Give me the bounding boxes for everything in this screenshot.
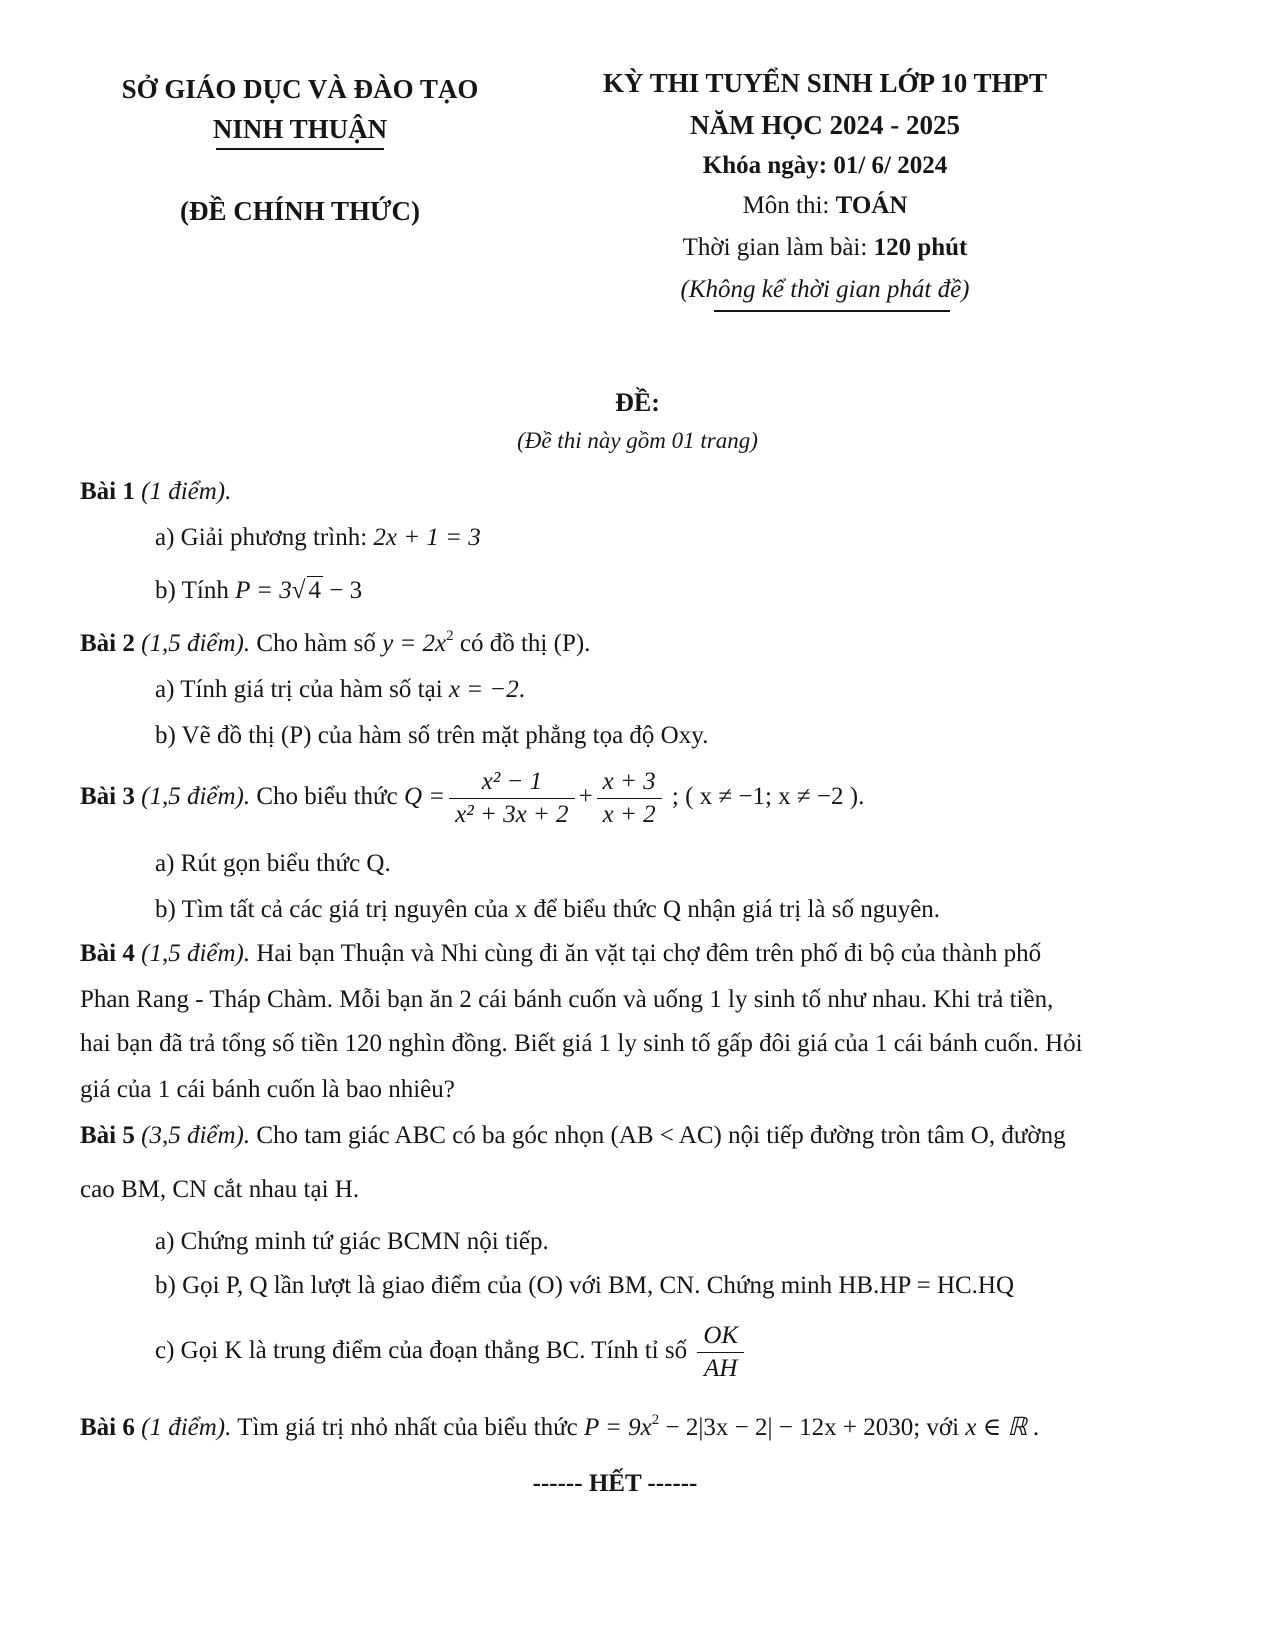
bai3-part-b: b) Tìm tất cả các giá trị nguyên của x để biểu thức Q nhận giá trị là số nguyên.	[155, 896, 941, 923]
bai5-c-fraction	[697, 1322, 744, 1383]
bai3-intro: Cho biểu thức	[256, 783, 404, 811]
bai1-points: (1 điểm).	[141, 478, 232, 505]
bai6-text-post: ; với	[913, 1414, 966, 1441]
bai1-b-math: P = 3	[235, 577, 292, 604]
bai2-a-math: x = −2	[448, 676, 519, 703]
bai4-line-4: giá của 1 cái bánh cuốn là bao nhiêu?	[80, 1076, 455, 1103]
subject-value: TOÁN	[835, 192, 908, 219]
bai1-b-text: b) Tính	[155, 577, 236, 604]
subject-line	[590, 192, 1060, 220]
exam-heading: ĐỀ:	[615, 388, 660, 417]
bai6-exponent: 2	[651, 1412, 660, 1428]
bai5-c-numerator: OK	[697, 1322, 744, 1353]
bai2-part-a	[155, 676, 525, 704]
bai6-line	[80, 1412, 1040, 1442]
official-label: (ĐỀ CHÍNH THỨC)	[179, 196, 420, 226]
end-marker: ------ HẾT ------	[532, 1470, 698, 1497]
bai3-points: (1,5 điểm).	[141, 783, 251, 811]
bai3-fraction-2	[597, 768, 662, 829]
school-year: NĂM HỌC 2024 - 2025	[690, 110, 960, 140]
bai1-part-b	[155, 576, 362, 605]
bai5-c-denominator: AH	[704, 1355, 738, 1382]
sqrt-sign: √	[291, 577, 306, 604]
bai3-fraction-1	[449, 768, 574, 829]
exam-date: Khóa ngày: 01/ 6/ 2024	[702, 152, 948, 179]
bai5-part-b: b) Gọi P, Q lần lượt là giao điểm của (O) với BM, CN. Chứng minh HB.HP = HC.HQ	[155, 1272, 1015, 1299]
bai4-points: (1,5 điểm).	[141, 940, 251, 967]
bai5-points: (3,5 điểm).	[141, 1122, 251, 1149]
exam-title: KỲ THI TUYỂN SINH LỚP 10 THPT	[602, 68, 1048, 98]
bai6-label: Bài 6	[80, 1414, 135, 1441]
bai3-heading	[80, 768, 864, 829]
bai2-part-b: b) Vẽ đồ thị (P) của hàm số trên mặt phẳng tọa độ Oxy.	[155, 722, 709, 749]
bai6-condition: x ∈ ℝ .	[965, 1414, 1040, 1441]
bai5-text-1: Cho tam giác ABC có ba góc nhọn (AB < AC) nội tiếp đường tròn tâm O, đường	[256, 1122, 1066, 1149]
bai3-part-a: a) Rút gọn biểu thức Q.	[155, 850, 391, 877]
subject-label: Môn thi:	[742, 192, 836, 219]
time-label: Thời gian làm bài:	[682, 234, 874, 261]
bai3-f1-numerator: x² − 1	[449, 768, 574, 799]
bai4-line-1	[80, 940, 1041, 968]
bai5-c-text: c) Gọi K là trung điểm của đoạn thẳng BC. Tính tỉ số	[155, 1337, 694, 1365]
bai1-b-radicand: 4	[308, 577, 322, 604]
bai1-a-math: 2x + 1 = 3	[373, 524, 481, 551]
bai5-part-c	[155, 1322, 748, 1383]
bai5-part-a: a) Chứng minh tứ giác BCMN nội tiếp.	[155, 1228, 549, 1255]
bai1-a-text: a) Giải phương trình:	[155, 524, 374, 551]
bai3-condition: ; ( x ≠ −1; x ≠ −2 ).	[665, 783, 865, 811]
bai6-math-b: − 2|3x − 2| − 12x + 2030	[659, 1414, 914, 1441]
bai2-points: (1,5 điểm).	[141, 630, 251, 657]
province-underline	[216, 148, 384, 150]
bai4-text-1: Hai bạn Thuận và Nhi cùng đi ăn vặt tại chợ đêm trên phố đi bộ của thành phố	[256, 940, 1042, 967]
bai6-text: Tìm giá trị nhỏ nhất của biểu thức	[237, 1414, 584, 1441]
bai6-math-a: P = 9x	[583, 1414, 652, 1441]
bai3-f2-denominator: x + 2	[602, 801, 656, 828]
bai3-q-lhs: Q =	[403, 783, 446, 811]
bai1-b-tail: − 3	[323, 577, 363, 604]
bai3-plus: +	[578, 783, 593, 811]
bai3-f1-denominator: x² + 3x + 2	[455, 801, 569, 828]
bai1-part-a	[155, 524, 481, 552]
bai2-heading	[80, 628, 590, 658]
bai2-a-end: .	[518, 676, 525, 703]
bai2-exponent: 2	[446, 628, 454, 644]
bai2-a-text: a) Tính giá trị của hàm số tại	[155, 676, 449, 703]
time-value: 120 phút	[873, 234, 968, 261]
department-name: SỞ GIÁO DỤC VÀ ĐÀO TẠO	[121, 74, 479, 104]
bai6-points: (1 điểm).	[141, 1414, 232, 1441]
province-name: NINH THUẬN	[212, 114, 388, 144]
bai1-label: Bài 1	[80, 478, 135, 505]
time-line	[590, 234, 1060, 262]
bai4-line-2: Phan Rang - Tháp Chàm. Mỗi bạn ăn 2 cái bánh cuốn và uống 1 ly sinh tố như nhau. Khi trả tiền,	[80, 986, 1054, 1013]
bai2-intro-pre: Cho hàm số	[256, 630, 383, 657]
bai5-line-1	[80, 1122, 1066, 1150]
bai3-label: Bài 3	[80, 783, 135, 811]
bai1-heading	[80, 478, 231, 506]
bai5-line-2: cao BM, CN cắt nhau tại H.	[80, 1176, 360, 1203]
bai3-f2-numerator: x + 3	[597, 768, 662, 799]
bai2-intro-post: có đồ thị (P).	[453, 630, 591, 657]
time-note-underline	[714, 310, 950, 312]
bai2-label: Bài 2	[80, 630, 135, 657]
time-note: (Không kể thời gian phát đề)	[680, 276, 970, 303]
page-count-note: (Đề thi này gồm 01 trang)	[517, 428, 758, 453]
bai2-intro-math: y = 2x	[382, 630, 447, 657]
bai4-line-3: hai bạn đã trả tổng số tiền 120 nghìn đồng. Biết giá 1 ly sinh tố gấp đôi giá của 1 cái bánh cuốn. Hỏi	[80, 1030, 1083, 1057]
bai4-label: Bài 4	[80, 940, 135, 967]
bai5-label: Bài 5	[80, 1122, 135, 1149]
